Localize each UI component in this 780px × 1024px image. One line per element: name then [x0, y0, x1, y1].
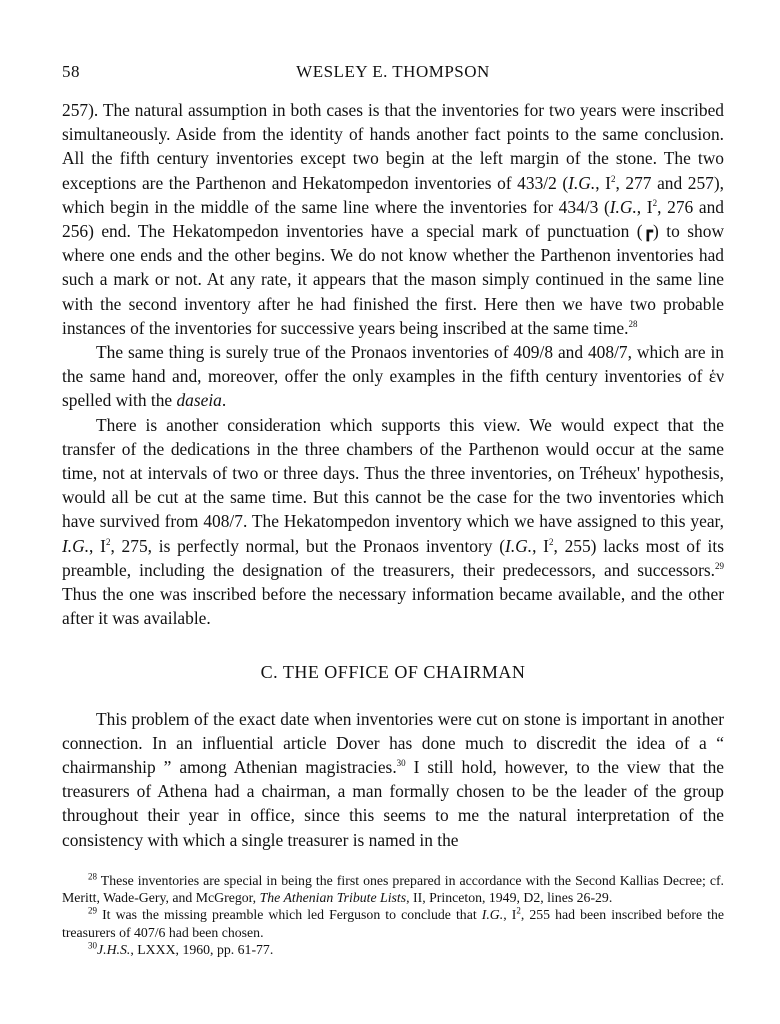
text-run: , I: [89, 535, 106, 556]
body-text: [62, 98, 724, 852]
superscript: 2: [652, 198, 658, 209]
italic-term: daseia: [176, 390, 222, 411]
running-header: [62, 62, 724, 88]
text-run: It was the missing preamble which led Ferguson to conclude that: [97, 907, 482, 923]
text-run: I still hold, however, to the view that the treasurers of Athena had a chairman, a man formally chosen to be the leader of the group throughout their year in office, since this seems to me the natural interpretation of the consistency with which a single treasurer is named in the: [62, 757, 724, 850]
text-run: The same thing is surely true of the Pronaos inventories of 409/8 and 408/7, which are in the same hand and, moreover, offer the only examples in the fifth century inventories of: [62, 342, 724, 387]
text-run: This problem of the exact date when inventories were cut on stone is important in another connection. In an influential article Dover has done much to discredit the idea of a “ chairmanship ” among Athenian magistracies.: [62, 708, 724, 778]
footnote-28: [62, 872, 724, 906]
text-run: ) to show where one ends and the other begins. We do not know whether the Parthenon inventories had such a mark or not. At any rate, it appears that the mason simply continued in the same line with the second inventory after he had finished the first. Here then we have two probable instances of the inventories for successive years being inscribed at the same time.: [62, 221, 724, 338]
paragraph-3: [62, 413, 724, 631]
footnote-29: [62, 906, 724, 940]
text-run: , I: [503, 907, 517, 923]
text-run: , I: [636, 196, 653, 217]
paragraph-2: [62, 340, 724, 413]
text-run: , 277 and 257), which begin in the middle of the same line where the inventories for 434/3 (: [62, 172, 724, 217]
running-title: WESLEY E. THOMPSON: [296, 62, 490, 81]
superscript: 2: [516, 905, 521, 916]
text-run: spelled with the: [62, 390, 177, 411]
ig-citation: I.G.: [505, 535, 533, 556]
section-heading: C. THE OFFICE OF CHAIRMAN: [260, 662, 526, 683]
text-run: Thus the one was inscribed before the necessary information became available, and the other after it was available.: [62, 584, 724, 629]
text-run: , 255 had been inscribed before the treasurers of 407/6 had been chosen.: [62, 907, 724, 940]
text-run: , I: [532, 535, 549, 556]
text-run: , LXXX, 1960, pp. 61-77.: [130, 941, 274, 957]
footnote-number: 28: [88, 871, 97, 882]
ig-citation: I.G.: [62, 535, 90, 556]
superscript: 2: [548, 536, 554, 547]
ig-citation: I.G.: [481, 907, 504, 923]
text-run: , I: [595, 172, 611, 193]
journal-abbrev: J.H.S.: [97, 941, 131, 957]
footnotes: [62, 872, 724, 958]
page: [62, 62, 724, 958]
superscript: 2: [105, 536, 111, 547]
text-run: 257). The natural assumption in both cases is that the inventories for two years were inscribed simultaneously. Aside from the identity of hands another fact points to the same conclusion. All the fifth century inventories except two begin at the left margin of the stone. The two exceptions are the Parthenon and Hekatompedon inventories of 433/2 (: [62, 100, 724, 193]
ig-citation: I.G.: [568, 172, 596, 193]
footnote-ref-30[interactable]: 30: [396, 758, 406, 769]
text-run: , 275, is perfectly normal, but the Pronaos inventory (: [110, 535, 506, 556]
text-run: , II, Princeton, 1949, D2, lines 26-29.: [406, 890, 613, 906]
text-run: There is another consideration which supports this view. We would expect that the transfer of the dedications in the three chambers of the Parthenon would occur at the same time, not at intervals of two or three days. Thus the three inventories, on Tréheux' hypothesis, would all be cut at the same time. But this cannot be the case for the two inventories which have survived from 408/7. The Hekatompedon inventory which we have assigned to this year,: [62, 414, 724, 532]
page-number: 58: [62, 62, 80, 81]
paragraph-1: [62, 98, 724, 340]
superscript: 2: [610, 173, 616, 184]
paragraph-4: [62, 707, 724, 852]
greek-word: ἑν: [708, 366, 724, 387]
text-run: , 276 and 256) end. The Hekatompedon inventories have a special mark of punctuation (: [62, 196, 724, 242]
book-title: The Athenian Tribute Lists: [259, 890, 407, 906]
punctuation-mark-glyph: ┏: [642, 221, 654, 242]
text-run: , 255) lacks most of its preamble, including the designation of the treasurers, their predecessors, and successors.: [62, 535, 724, 580]
footnote-ref-28[interactable]: 28: [628, 319, 638, 330]
footnote-number: 30: [88, 940, 97, 951]
text-run: These inventories are special in being the first ones prepared in accordance with the Second Kallias Decree; cf. Meritt, Wade-Gery, and McGregor,: [62, 872, 724, 906]
footnote-30: [62, 941, 724, 958]
footnote-number: 29: [88, 905, 97, 916]
footnote-ref-29[interactable]: 29: [715, 561, 724, 572]
text-run: .: [221, 390, 227, 411]
ig-citation: I.G.: [609, 196, 637, 217]
